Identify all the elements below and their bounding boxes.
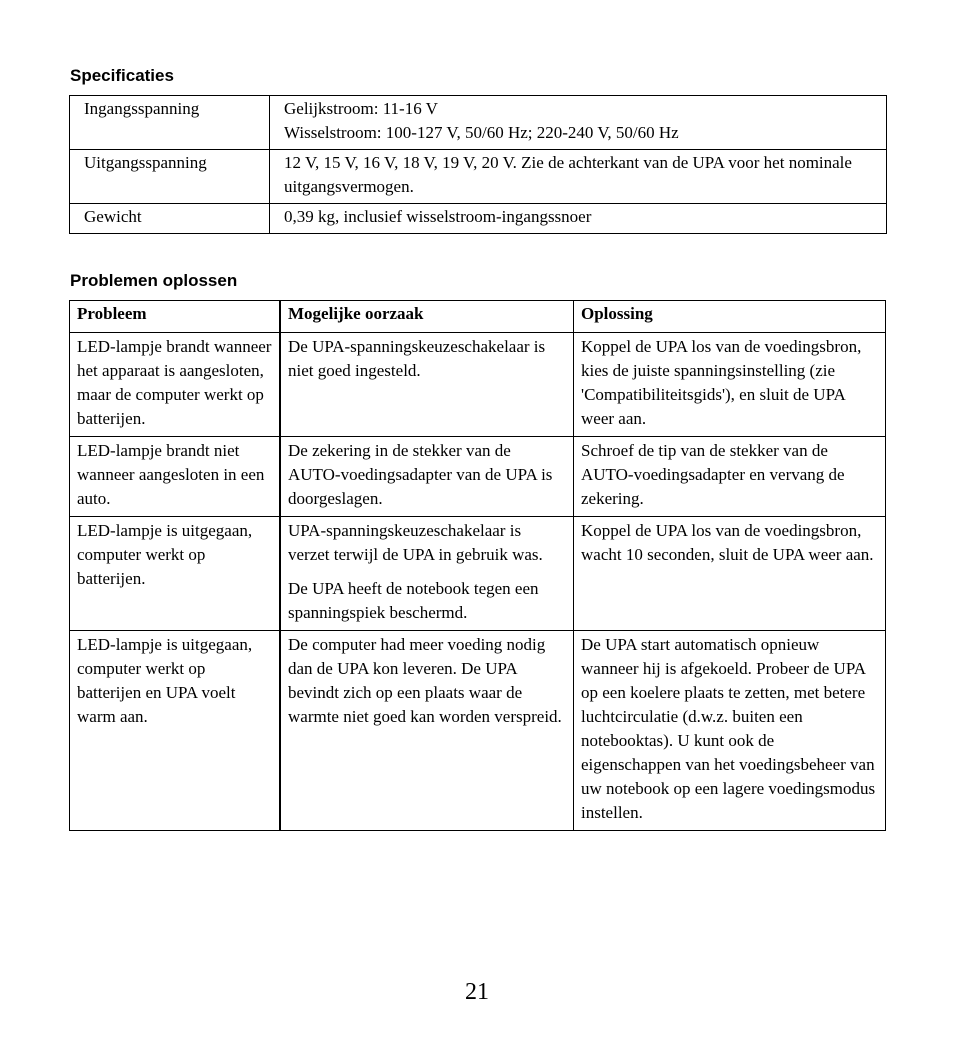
troubleshooting-table [69, 300, 886, 831]
problem-cell: LED-lampje is uitgegaan, computer werkt op batterijen. [70, 517, 281, 631]
page-number: 21 [465, 979, 489, 1005]
problem-cell: LED-lampje brandt niet wanneer aangesloten in een auto. [70, 437, 281, 517]
spec-label: Gewicht [70, 204, 270, 234]
column-header-cause: Mogelijke oorzaak [280, 301, 574, 333]
troubleshooting-heading: Problemen oplossen [70, 271, 238, 290]
cause-cell [280, 517, 574, 631]
spec-value-line: Wisselstroom: 100-127 V, 50/60 Hz; 220-240 V, 50/60 Hz [284, 123, 679, 142]
spec-label: Ingangsspanning [70, 96, 270, 150]
cause-cell [280, 437, 574, 517]
problem-cell: LED-lampje brandt wanneer het apparaat is aangesloten, maar de computer werkt op batterijen. [70, 333, 281, 437]
solution-cell: Koppel de UPA los van de voedingsbron, wacht 10 seconden, sluit de UPA weer aan. [574, 517, 886, 631]
table-row [70, 333, 886, 437]
cause-cell [280, 631, 574, 831]
cause-paragraph: De UPA heeft de notebook tegen een spanningspiek beschermd. [288, 579, 539, 622]
solution-cell: Koppel de UPA los van de voedingsbron, kies de juiste spanningsinstelling (zie 'Compatibiliteitsgids'), en sluit de UPA weer aan. [574, 333, 886, 437]
table-row [70, 150, 887, 204]
spec-label: Uitgangsspanning [70, 150, 270, 204]
specs-table [69, 95, 887, 234]
specs-heading: Specificaties [70, 66, 174, 85]
cause-cell [280, 333, 574, 437]
spec-value-line: Gelijkstroom: 11-16 V [284, 99, 438, 118]
table-row [70, 96, 887, 150]
column-header-problem: Probleem [70, 301, 281, 333]
cause-paragraph: De zekering in de stekker van de AUTO-voedingsadapter van de UPA is doorgeslagen. [288, 441, 553, 508]
spec-value [270, 96, 887, 150]
problem-cell: LED-lampje is uitgegaan, computer werkt op batterijen en UPA voelt warm aan. [70, 631, 281, 831]
spec-value-line: 0,39 kg, inclusief wisselstroom-ingangssnoer [284, 207, 592, 226]
cause-paragraph: UPA-spanningskeuzeschakelaar is verzet terwijl de UPA in gebruik was. [288, 521, 543, 564]
solution-cell: Schroef de tip van de stekker van de AUTO-voedingsadapter en vervang de zekering. [574, 437, 886, 517]
table-row [70, 517, 886, 631]
spec-value [270, 150, 887, 204]
spec-value-line: 12 V, 15 V, 16 V, 18 V, 19 V, 20 V. Zie de achterkant van de UPA voor het nominale uitgangsvermogen. [284, 153, 852, 196]
column-header-solution: Oplossing [574, 301, 886, 333]
cause-paragraph: De computer had meer voeding nodig dan de UPA kon leveren. De UPA bevindt zich op een plaats waar de warmte niet goed kan worden verspreid. [288, 635, 562, 726]
spec-value [270, 204, 887, 234]
table-row [70, 437, 886, 517]
cause-paragraph: De UPA-spanningskeuzeschakelaar is niet goed ingesteld. [288, 337, 546, 380]
solution-cell: De UPA start automatisch opnieuw wanneer hij is afgekoeld. Probeer de UPA op een koelere plaats te zetten, met betere luchtcirculatie (d.w.z. buiten een notebooktas). U kunt ook de eigenschappen van het voedingsbeheer van uw notebook op een lagere voedingsmodus instellen. [574, 631, 886, 831]
table-row [70, 631, 886, 831]
table-row [70, 204, 887, 234]
table-header-row [70, 301, 886, 333]
